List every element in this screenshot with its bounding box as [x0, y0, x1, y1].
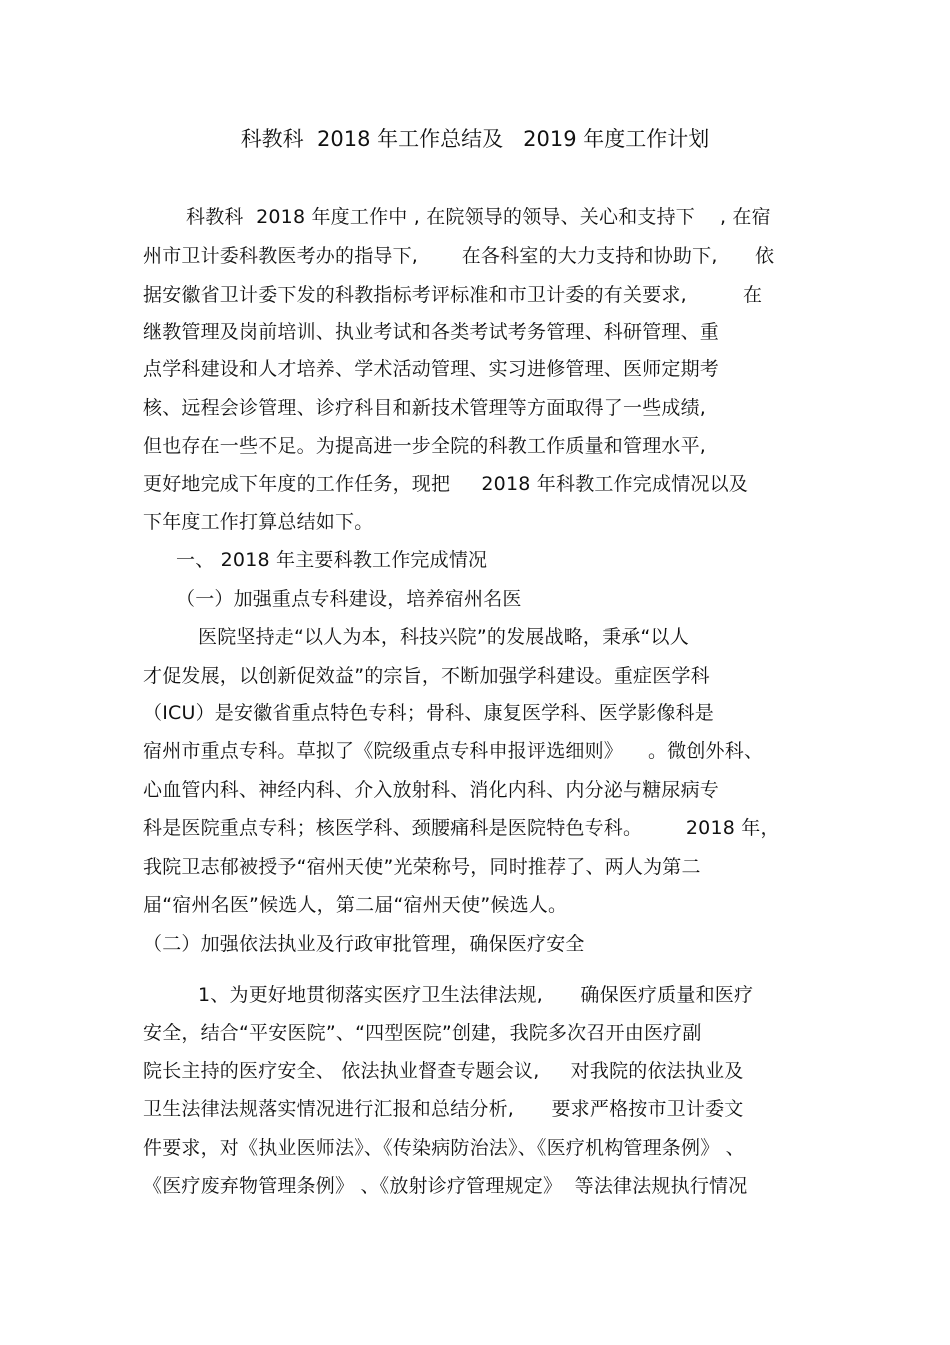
paragraph-line: 件要求，对《执业医师法》、《传染病防治法》、《医疗机构管理条例》 、	[143, 1137, 745, 1159]
paragraph-line: 更好地完成下年度的工作任务，现把 2018 年科教工作完成情况以及	[143, 473, 748, 495]
paragraph-line: 州市卫计委科教医考办的指导下, 在各科室的大力支持和协助下, 依	[143, 245, 775, 267]
paragraph-line: 医院坚持走“以人为本，科技兴院”的发展战略，秉承“以人	[198, 626, 689, 648]
paragraph-line: 核、远程会诊管理、诊疗科目和新技术管理等方面取得了一些成绩,	[143, 397, 707, 419]
paragraph-line: 1、为更好地贯彻落实医疗卫生法律法规, 确保医疗质量和医疗	[198, 984, 754, 1006]
document-title: 科教科 2018 年工作总结及 2019 年度工作计划	[240, 127, 710, 151]
paragraph-line: 安全，结合“平安医院”、“四型医院”创建，我院多次召开由医疗副	[143, 1022, 702, 1044]
paragraph-line: 才促发展，以创新促效益”的宗旨，不断加强学科建设。重症医学科	[143, 665, 710, 687]
paragraph-line: 届“宿州名医”候选人，第二届“宿州天使”候选人。	[143, 894, 568, 916]
paragraph-line: 卫生法律法规落实情况进行汇报和总结分析, 要求严格按市卫计委文	[143, 1098, 744, 1120]
paragraph-line: 心血管内科、神经内科、介入放射科、消化内科、内分泌与糖尿病专	[143, 779, 720, 801]
subsection-heading: （一）加强重点专科建设，培养宿州名医	[176, 588, 522, 610]
paragraph-line: 下年度工作打算总结如下。	[143, 511, 374, 533]
paragraph-line: 《医疗废弃物管理条例》 、《放射诊疗管理规定》 等法律法规执行情况	[143, 1175, 748, 1197]
paragraph-line: 院长主持的医疗安全、 依法执业督查专题会议, 对我院的依法执业及	[143, 1060, 744, 1082]
section-heading: 一、 2018 年主要科教工作完成情况	[176, 549, 488, 571]
paragraph-line: 科是医院重点专科；核医学科、颈腰痛科是医院特色专科。 2018 年，	[143, 817, 780, 839]
paragraph-line: 但也存在一些不足。为提高进一步全院的科教工作质量和管理水平,	[143, 435, 707, 457]
paragraph-line: 科教科 2018 年度工作中 , 在院领导的领导、关心和支持下 , 在宿	[186, 206, 771, 228]
paragraph-line: 宿州市重点专科。草拟了《院级重点专科申报评选细则》 。微创外科、	[143, 740, 764, 762]
paragraph-line: 点学科建设和人才培养、学术活动管理、实习进修管理、医师定期考	[143, 358, 720, 380]
paragraph-line: 据安徽省卫计委下发的科教指标考评标准和市卫计委的有关要求, 在	[143, 284, 763, 306]
paragraph-line: （ICU）是安徽省重点特色专科；骨科、康复医学科、医学影像科是	[143, 702, 714, 724]
paragraph-line: 我院卫志郁被授予“宿州天使”光荣称号，同时推荐了、两人为第二	[143, 856, 701, 878]
subsection-heading: （二）加强依法执业及行政审批管理，确保医疗安全	[143, 933, 585, 955]
paragraph-line: 继教管理及岗前培训、执业考试和各类考试考务管理、科研管理、重	[143, 321, 720, 343]
